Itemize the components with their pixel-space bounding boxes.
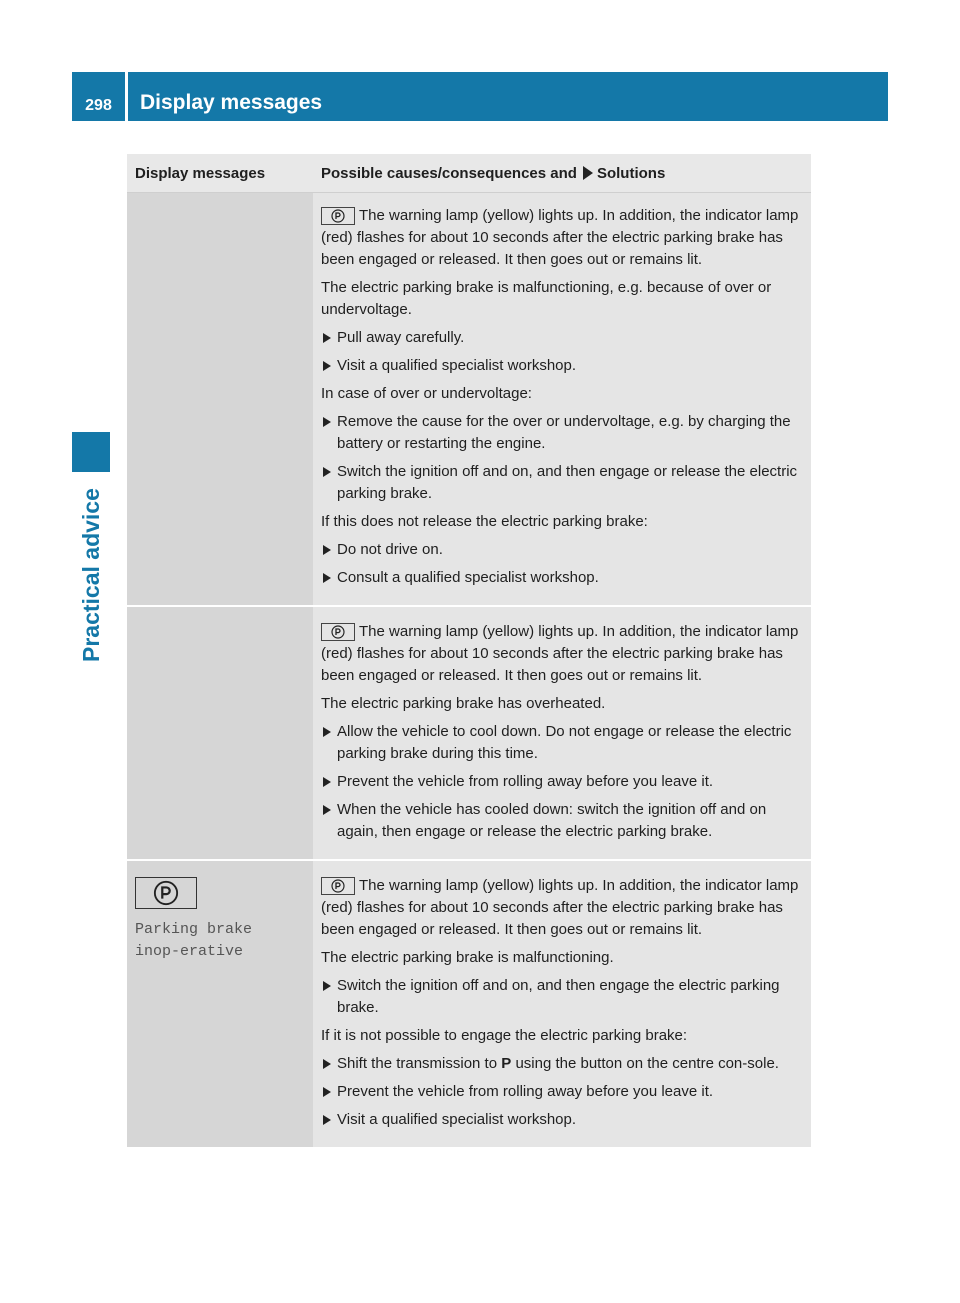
header-causes-solutions bbox=[313, 154, 811, 192]
list-item: Visit a qualified specialist workshop. bbox=[321, 355, 803, 377]
table-header bbox=[127, 154, 811, 193]
display-cell bbox=[127, 607, 313, 859]
intro-paragraph: The warning lamp (yellow) lights up. In addition, the indicator lamp (red) flashes for about 10 seconds after the electric parking brake has been engaged or released. It then goes out or remains lit. bbox=[321, 623, 799, 684]
condition-paragraph: If this does not release the electric parking brake: bbox=[321, 513, 648, 530]
parking-brake-display-icon bbox=[135, 877, 197, 909]
condition-paragraph: In case of over or undervoltage: bbox=[321, 385, 532, 402]
table-row bbox=[127, 193, 811, 607]
parking-brake-icon bbox=[321, 623, 355, 641]
parking-brake-icon bbox=[321, 207, 355, 225]
list-item: Prevent the vehicle from rolling away before you leave it. bbox=[321, 771, 803, 793]
list-item: Pull away carefully. bbox=[321, 327, 803, 349]
condition-paragraph: If it is not possible to engage the electric parking brake: bbox=[321, 1027, 688, 1044]
list-item: Consult a qualified specialist workshop. bbox=[321, 567, 803, 589]
list-item: Switch the ignition off and on, and then engage or release the electric parking brake. bbox=[321, 461, 803, 505]
table-row bbox=[127, 607, 811, 861]
list-item: Remove the cause for the over or undervoltage, e.g. by charging the battery or restarting the engine. bbox=[321, 411, 803, 455]
solution-cell bbox=[313, 607, 811, 859]
page-number: 298 bbox=[72, 72, 125, 121]
list-item: Shift the transmission to P using the button on the centre con-sole. bbox=[321, 1053, 803, 1075]
page-title: Display messages bbox=[128, 72, 888, 121]
list-item: Do not drive on. bbox=[321, 539, 803, 561]
header-causes-text: Possible causes/consequences and bbox=[321, 164, 577, 182]
header-display-messages: Display messages bbox=[135, 164, 266, 182]
solution-cell bbox=[313, 861, 811, 1147]
cause-paragraph: The electric parking brake is malfunctioning, e.g. because of over or undervoltage. bbox=[321, 279, 772, 318]
header-solutions-text: Solutions bbox=[596, 164, 666, 182]
list-item: Switch the ignition off and on, and then engage the electric parking brake. bbox=[321, 975, 803, 1019]
display-cell bbox=[127, 193, 313, 605]
list-item: Allow the vehicle to cool down. Do not engage or release the electric parking brake during this time. bbox=[321, 721, 803, 765]
display-message-text: Parking brake inop-erative bbox=[135, 921, 253, 960]
display-cell bbox=[127, 861, 313, 1147]
messages-table bbox=[127, 154, 811, 1149]
side-tab-marker bbox=[72, 432, 110, 472]
parking-brake-icon bbox=[321, 877, 355, 895]
list-item: Visit a qualified specialist workshop. bbox=[321, 1109, 803, 1131]
solution-arrow-icon bbox=[583, 166, 593, 180]
list-item: When the vehicle has cooled down: switch the ignition off and on again, then engage or release the electric parking brake. bbox=[321, 799, 803, 843]
cause-paragraph: The electric parking brake is malfunctioning. bbox=[321, 949, 614, 966]
table-row bbox=[127, 861, 811, 1149]
solution-cell bbox=[313, 193, 811, 605]
list-item: Prevent the vehicle from rolling away before you leave it. bbox=[321, 1081, 803, 1103]
intro-paragraph: The warning lamp (yellow) lights up. In addition, the indicator lamp (red) flashes for about 10 seconds after the electric parking brake has been engaged or released. It then goes out or remains lit. bbox=[321, 877, 799, 938]
intro-paragraph: The warning lamp (yellow) lights up. In addition, the indicator lamp (red) flashes for about 10 seconds after the electric parking brake has been engaged or released. It then goes out or remains lit. bbox=[321, 207, 799, 268]
side-tab-label: Practical advice bbox=[78, 488, 104, 662]
cause-paragraph: The electric parking brake has overheated. bbox=[321, 695, 606, 712]
